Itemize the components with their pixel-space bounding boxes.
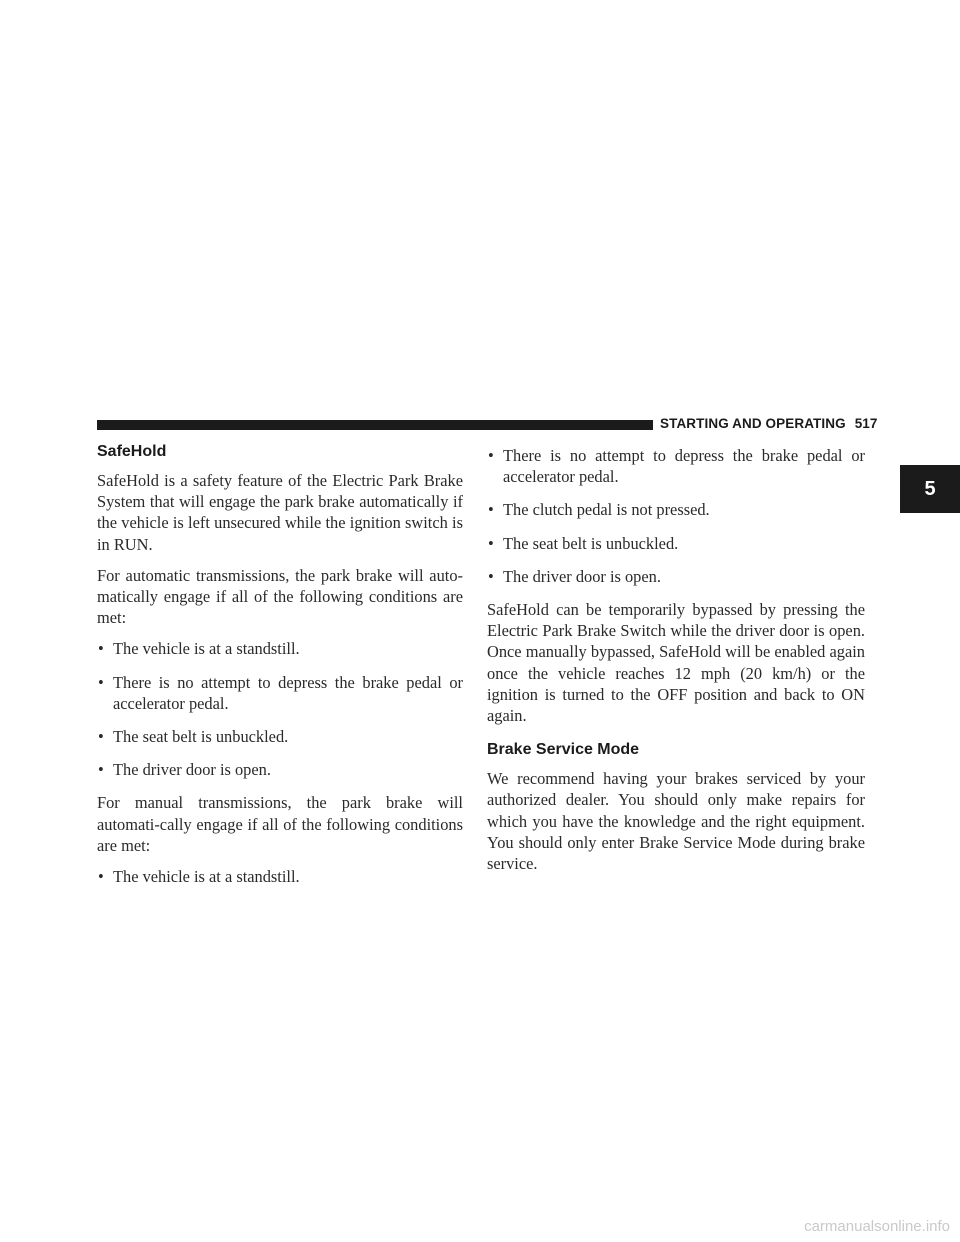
list-item: • The driver door is open.: [97, 759, 463, 780]
automatic-conditions-list: [97, 638, 463, 780]
header-rule: [97, 420, 653, 430]
automatic-intro: For automatic transmissions, the park brake will auto-matically engage if all of the following conditions are met:: [97, 565, 463, 628]
list-item: • The seat belt is unbuckled.: [487, 533, 865, 554]
manual-conditions-list: [97, 866, 463, 887]
list-item: • There is no attempt to depress the brake pedal or accelerator pedal.: [97, 672, 463, 714]
running-header: [660, 413, 878, 435]
safehold-intro: SafeHold is a safety feature of the Electric Park Brake System that will engage the park brake automatically if the vehicle is left unsecured while the ignition switch is in RUN.: [97, 471, 463, 554]
right-column: [487, 445, 865, 884]
chapter-tab: 5: [900, 465, 960, 513]
list-item: • The vehicle is at a standstill.: [97, 866, 463, 887]
list-item: • The seat belt is unbuckled.: [97, 726, 463, 747]
list-item: • The driver door is open.: [487, 566, 865, 587]
section-title: STARTING AND OPERATING: [660, 416, 846, 431]
watermark: carmanualsonline.info: [804, 1218, 950, 1235]
left-column: [97, 442, 463, 899]
list-item: • There is no attempt to depress the brake pedal or accelerator pedal.: [487, 445, 865, 487]
page-number: 517: [854, 416, 878, 431]
safehold-heading: SafeHold: [97, 443, 167, 460]
list-item: • The clutch pedal is not pressed.: [487, 499, 865, 520]
brake-service-paragraph: We recommend having your brakes serviced by your authorized dealer. You should only make repairs for which you have the knowledge and the right equipment. You should only enter Brake Service Mode during brake service.: [487, 769, 865, 874]
bypass-paragraph: SafeHold can be temporarily bypassed by pressing the Electric Park Brake Switch while the driver door is open. Once manually bypassed, SafeHold will be enabled again once the vehicle reaches 12 mph (20 km/h) or the ignition is turned to the OFF position and back to ON again.: [487, 600, 865, 726]
brake-service-heading: Brake Service Mode: [487, 741, 640, 759]
manual-intro: For manual transmissions, the park brake will automati-cally engage if all of the following conditions are met:: [97, 793, 463, 855]
list-item: • The vehicle is at a standstill.: [97, 638, 463, 659]
manual-conditions-list-continued: [487, 445, 865, 587]
